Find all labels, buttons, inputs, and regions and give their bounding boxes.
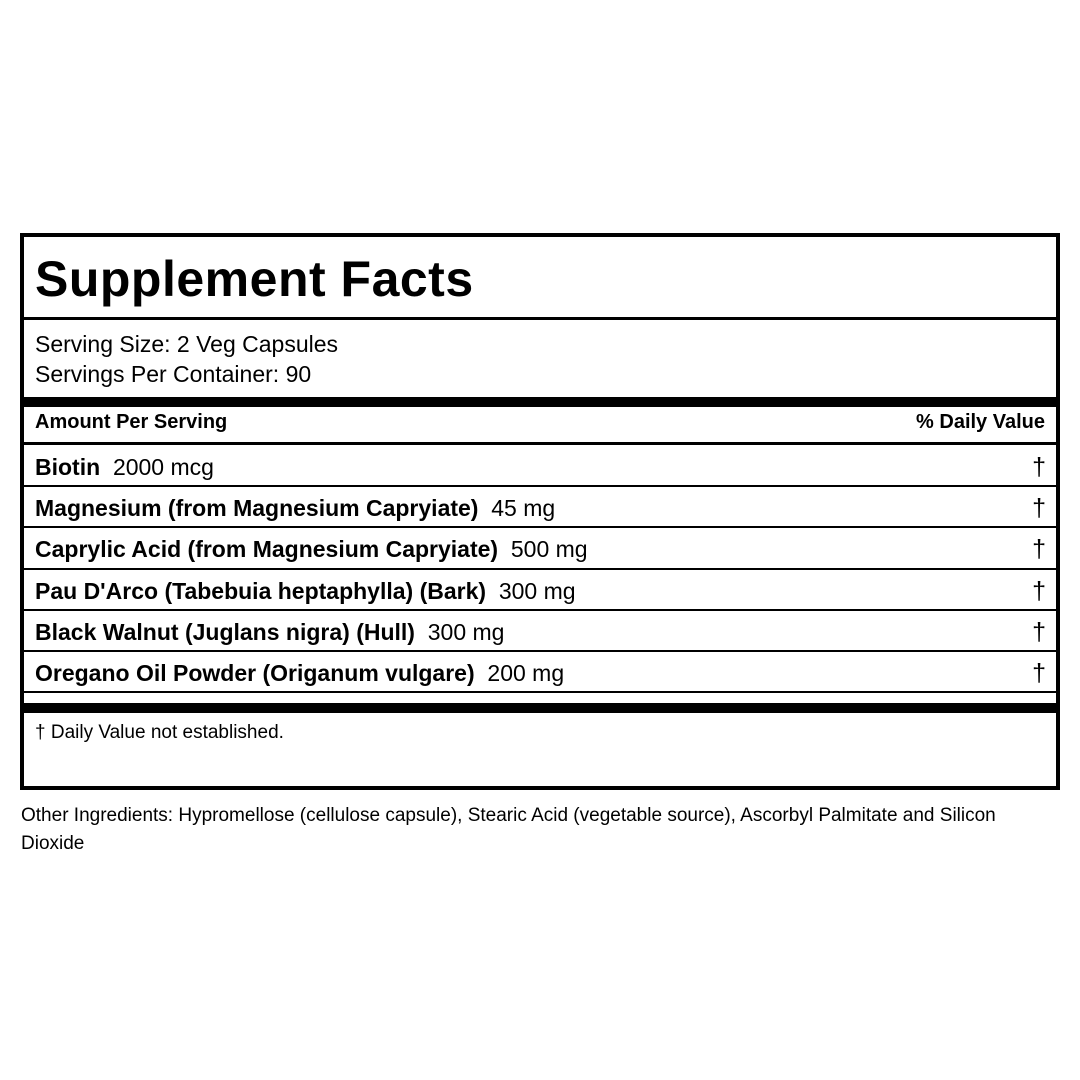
nutrient-amount: 500 mg <box>510 536 588 563</box>
table-row <box>24 611 1056 652</box>
nutrient-amount: 2000 mcg <box>112 454 214 480</box>
table-row <box>24 446 1056 487</box>
nutrient-name: Pau D'Arco (Tabebuia heptaphylla) (Bark) <box>35 577 487 604</box>
divider-bottom-thick <box>24 703 1056 713</box>
table-row <box>24 528 1056 569</box>
other-ingredients: Other Ingredients: Hypromellose (cellulose capsule), Stearic Acid (vegetable source), Ascorbyl Palmitate and Silicon Dioxide <box>21 805 996 854</box>
nutrient-name: Black Walnut (Juglans nigra) (Hull) <box>35 618 415 645</box>
daily-value-dagger: † <box>1032 658 1046 687</box>
divider-header <box>24 442 1056 445</box>
nutrient-amount: 45 mg <box>491 495 556 522</box>
daily-value-dagger: † <box>1032 576 1046 605</box>
daily-value-dagger: † <box>1032 494 1046 523</box>
panel-title: Supplement Facts <box>35 251 474 307</box>
daily-value-dagger: † <box>1032 535 1046 564</box>
daily-value-footnote: † Daily Value not established. <box>35 722 284 743</box>
nutrient-amount: 300 mg <box>498 577 576 604</box>
daily-value-dagger: † <box>1032 617 1046 646</box>
nutrient-name: Magnesium (from Magnesium Capryiate) <box>35 495 479 522</box>
divider-thin <box>24 317 1056 320</box>
daily-value-dagger: † <box>1032 453 1046 481</box>
nutrient-name: Oregano Oil Powder (Origanum vulgare) <box>35 659 475 686</box>
serving-size: Serving Size: 2 Veg Capsules <box>35 331 339 357</box>
nutrient-name: Biotin <box>35 454 101 480</box>
table-row <box>24 487 1056 528</box>
nutrient-name: Caprylic Acid (from Magnesium Capryiate) <box>35 536 499 563</box>
daily-value-header: % Daily Value <box>916 411 1045 433</box>
table-row <box>24 570 1056 611</box>
nutrient-amount: 200 mg <box>487 659 565 686</box>
table-row <box>24 652 1056 693</box>
divider-thick <box>24 397 1056 407</box>
nutrient-rows <box>24 446 1056 693</box>
amount-per-serving-header: Amount Per Serving <box>35 411 228 433</box>
nutrient-amount: 300 mg <box>427 618 505 645</box>
supplement-facts-panel <box>20 233 1060 790</box>
servings-per-container: Servings Per Container: 90 <box>35 361 312 387</box>
